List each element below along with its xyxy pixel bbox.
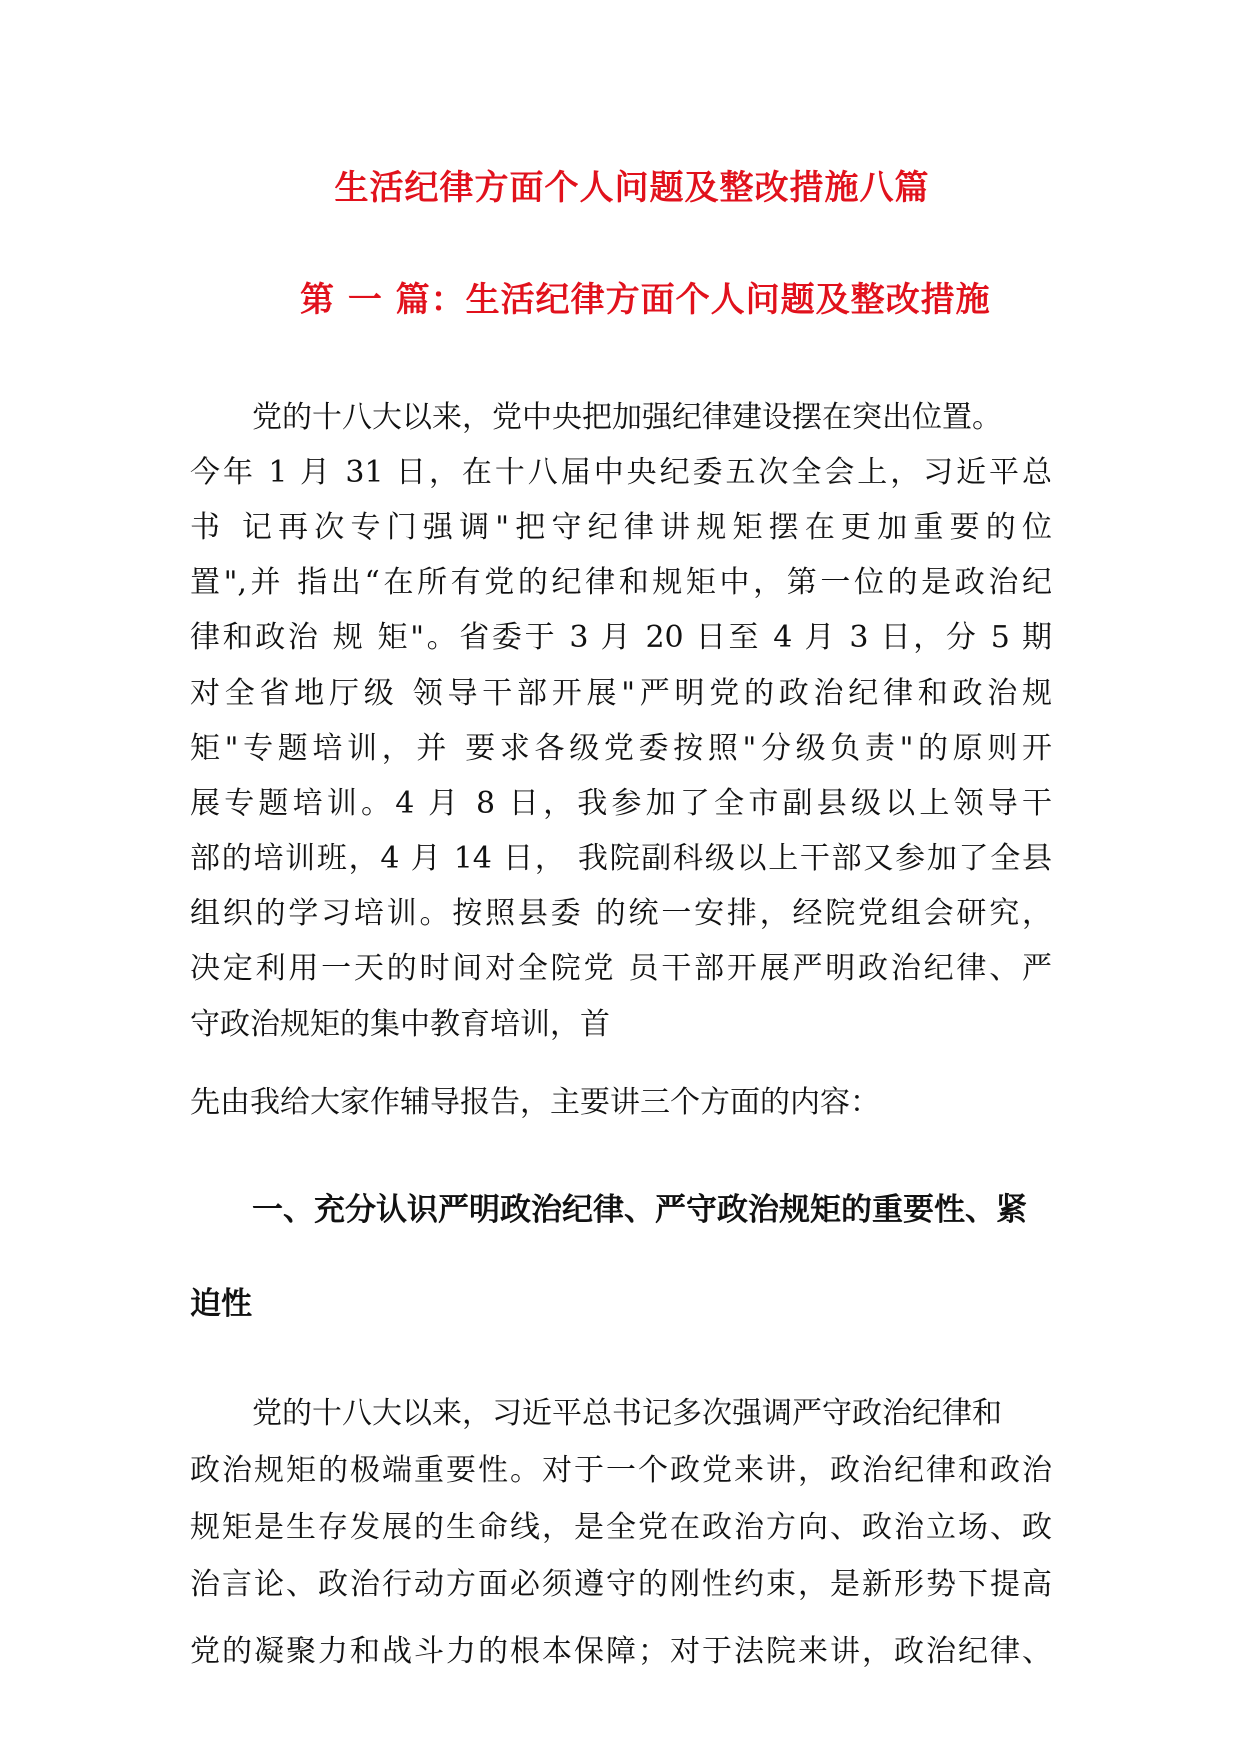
paragraph-line: 矩"专题培训，并 要求各级党委按照"分级负责"的原则开 — [190, 731, 1052, 766]
paragraph-line: 党的十八大以来，党中央把加强纪律建设摆在突出位置。 — [252, 400, 1002, 435]
section-heading-line: 一、充分认识严明政治纪律、严守政治规矩的重要性、紧 — [252, 1192, 1027, 1228]
paragraph-line: 对全省地厅级 领导干部开展"严明党的政治纪律和政治规 — [190, 676, 1052, 711]
paragraph-line: 守政治规矩的集中教育培训，首 — [190, 1007, 610, 1042]
paragraph-line: 部的培训班，4 月 14 日， 我院副科级以上干部又参加了全县 — [190, 841, 1052, 876]
section-subtitle: 第 一 篇：生活纪律方面个人问题及整改措施 — [300, 280, 991, 320]
section-heading-line: 迫性 — [190, 1286, 252, 1322]
paragraph-line: 置",并 指出“在所有党的纪律和规矩中，第一位的是政治纪 — [190, 565, 1052, 600]
paragraph-line: 决定利用一天的时间对全院党 员干部开展严明政治纪律、严 — [190, 951, 1052, 986]
paragraph-line: 今年 1 月 31 日，在十八届中央纪委五次全会上，习近平总 — [190, 455, 1052, 490]
paragraph-line: 律和政治 规 矩"。省委于 3 月 20 日至 4 月 3 日，分 5 期 — [190, 620, 1052, 655]
paragraph-line: 治言论、政治行动方面必须遵守的刚性约束，是新形势下提高 — [190, 1567, 1052, 1602]
paragraph-line: 党的十八大以来，习近平总书记多次强调严守政治纪律和 — [252, 1396, 1002, 1431]
paragraph-line: 政治规矩的极端重要性。对于一个政党来讲，政治纪律和政治 — [190, 1453, 1052, 1488]
paragraph-line: 组织的学习培训。按照县委 的统一安排，经院党组会研究， — [190, 896, 1052, 931]
paragraph-line: 书 记再次专门强调"把守纪律讲规矩摆在更加重要的位 — [190, 510, 1052, 545]
paragraph-line: 展专题培训。4 月 8 日，我参加了全市副县级以上领导干 — [190, 786, 1052, 821]
paragraph-line: 规矩是生存发展的生命线，是全党在政治方向、政治立场、政 — [190, 1510, 1052, 1545]
paragraph-line: 党的凝聚力和战斗力的根本保障；对于法院来讲，政治纪律、 — [190, 1634, 1052, 1669]
paragraph-line: 先由我给大家作辅导报告，主要讲三个方面的内容： — [190, 1085, 880, 1120]
document-title: 生活纪律方面个人问题及整改措施八篇 — [334, 168, 930, 208]
